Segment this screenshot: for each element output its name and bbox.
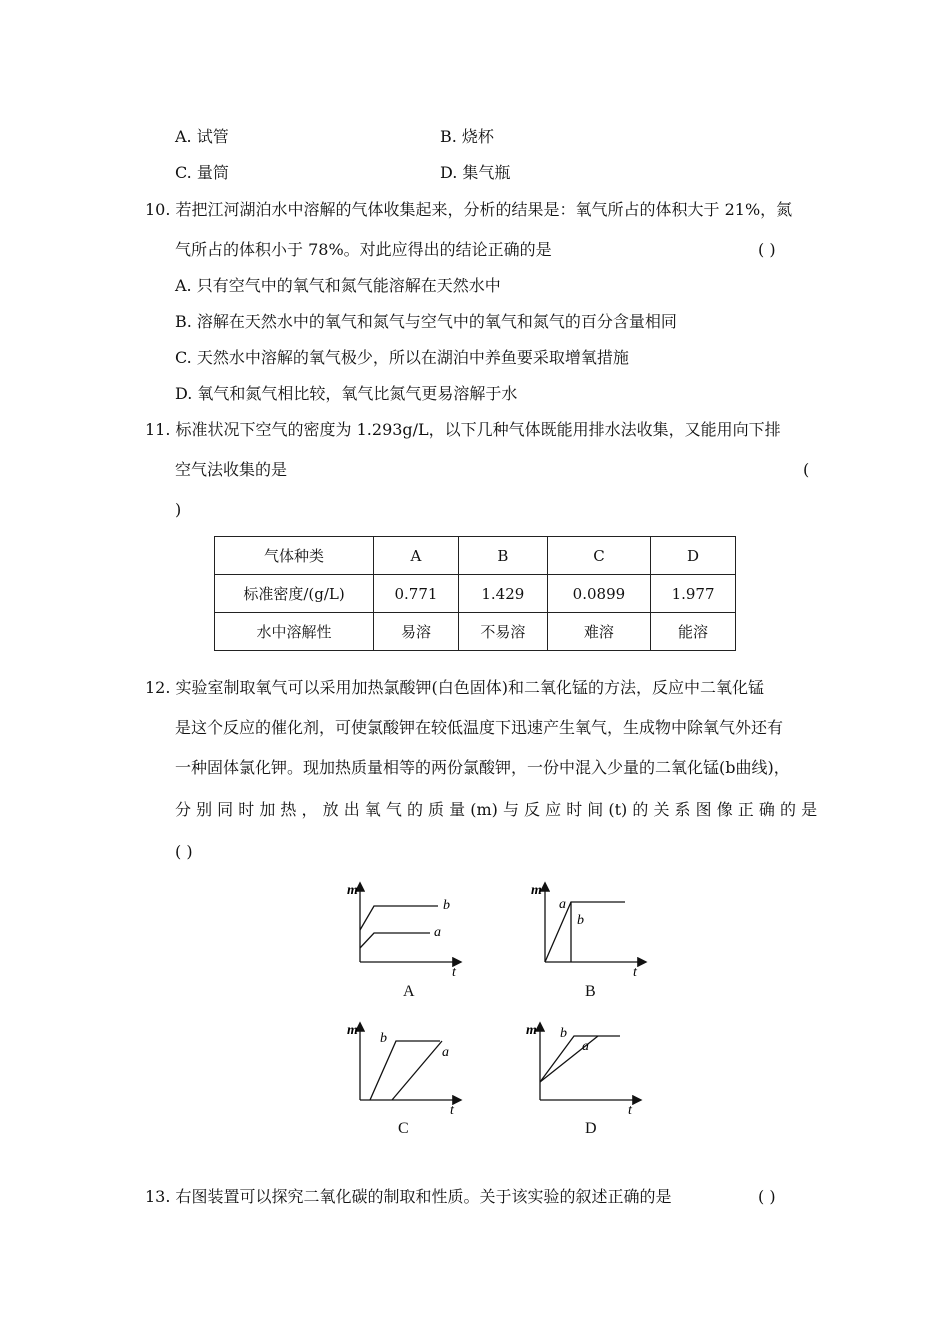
graph-b <box>515 878 655 978</box>
axis-t-label: t <box>633 965 637 978</box>
curve-b-label: b <box>443 898 450 913</box>
table-cell: 难溶 <box>547 613 650 651</box>
q11-stem-line1: 11. 标准状况下空气的密度为 1.293g/L，以下几种气体既能用排水法收集，又能用向下排 <box>145 420 781 439</box>
axis-t-label: t <box>628 1103 632 1118</box>
axis-m-label: m <box>531 883 542 898</box>
table-cell: 水中溶解性 <box>215 613 374 651</box>
q11-paren-close: ) <box>175 500 182 519</box>
curve-b-label: b <box>577 913 584 928</box>
q11-paren-open: ( <box>803 460 810 479</box>
q10-answer-paren: ( ) <box>758 240 776 259</box>
q9-option-c: C. 量筒 <box>175 163 229 182</box>
table-row <box>215 537 736 575</box>
graph-b-label: B <box>585 983 596 1000</box>
graph-d <box>510 1020 650 1120</box>
gas-properties-table <box>214 536 736 651</box>
curve-a-label: a <box>434 925 441 940</box>
table-cell: 1.977 <box>651 575 736 613</box>
q9-option-a: A. 试管 <box>175 127 229 146</box>
table-cell: C <box>547 537 650 575</box>
q12-stem-line1: 12. 实验室制取氧气可以采用加热氯酸钾(白色固体)和二氧化锰的方法，反应中二氧化锰 <box>145 678 765 697</box>
curve-a-label: a <box>582 1039 589 1054</box>
q12-answer-paren: ( ) <box>175 842 193 861</box>
graph-c <box>330 1020 470 1120</box>
table-cell: 易溶 <box>374 613 459 651</box>
table-cell: 1.429 <box>458 575 547 613</box>
graph-d-label: D <box>585 1120 597 1137</box>
table-cell: 标准密度/(g/L) <box>215 575 374 613</box>
axis-m-label: m <box>526 1023 537 1038</box>
table-cell: 0.771 <box>374 575 459 613</box>
axis-m-label: m <box>347 1023 358 1038</box>
axis-t-label: t <box>450 1103 454 1118</box>
q12-stem-line4: 分 别 同 时 加 热 ， 放 出 氧 气 的 质 量 (m) 与 反 应 时 间 (t) 的 关 系 图 像 正 确 的 是 <box>175 800 818 819</box>
q10-stem-line2: 气所占的体积小于 78%。对此应得出的结论正确的是 <box>175 240 552 259</box>
q9-option-b: B. 烧杯 <box>440 127 494 146</box>
curve-a-label: a <box>442 1045 449 1060</box>
table-cell: 0.0899 <box>547 575 650 613</box>
q11-stem-line2: 空气法收集的是 <box>175 460 288 479</box>
table-row <box>215 575 736 613</box>
table-cell: D <box>651 537 736 575</box>
graph-a-label: A <box>403 983 415 1000</box>
curve-b-label: b <box>380 1031 387 1046</box>
q10-option-a: A. 只有空气中的氧气和氮气能溶解在天然水中 <box>175 276 501 295</box>
q10-stem-line1: 10. 若把江河湖泊水中溶解的气体收集起来，分析的结果是：氧气所占的体积大于 21%，氮 <box>145 200 793 219</box>
axis-m-label: m <box>347 883 358 898</box>
q9-option-d: D. 集气瓶 <box>440 163 511 182</box>
q10-option-c: C. 天然水中溶解的氧气极少，所以在湖泊中养鱼要采取增氧措施 <box>175 348 629 367</box>
q12-stem-line3: 一种固体氯化钾。现加热质量相等的两份氯酸钾，一份中混入少量的二氧化锰(b曲线)， <box>175 758 790 777</box>
curve-b-label: b <box>560 1026 567 1041</box>
table-cell: 气体种类 <box>215 537 374 575</box>
table-cell: 不易溶 <box>458 613 547 651</box>
table-cell: 能溶 <box>651 613 736 651</box>
q13-stem-line1: 13. 右图装置可以探究二氧化碳的制取和性质。关于该实验的叙述正确的是 <box>145 1187 672 1206</box>
table-cell: A <box>374 537 459 575</box>
q12-stem-line2: 是这个反应的催化剂，可使氯酸钾在较低温度下迅速产生氧气，生成物中除氧气外还有 <box>175 718 784 737</box>
curve-a-label: a <box>559 897 566 912</box>
graph-a <box>330 878 470 978</box>
graph-c-label: C <box>398 1120 409 1137</box>
table-row <box>215 613 736 651</box>
axis-t-label: t <box>452 965 456 978</box>
table-cell: B <box>458 537 547 575</box>
q13-answer-paren: ( ) <box>758 1187 776 1206</box>
q10-option-b: B. 溶解在天然水中的氧气和氮气与空气中的氧气和氮气的百分含量相同 <box>175 312 677 331</box>
q10-option-d: D. 氧气和氮气相比较，氧气比氮气更易溶解于水 <box>175 384 518 403</box>
